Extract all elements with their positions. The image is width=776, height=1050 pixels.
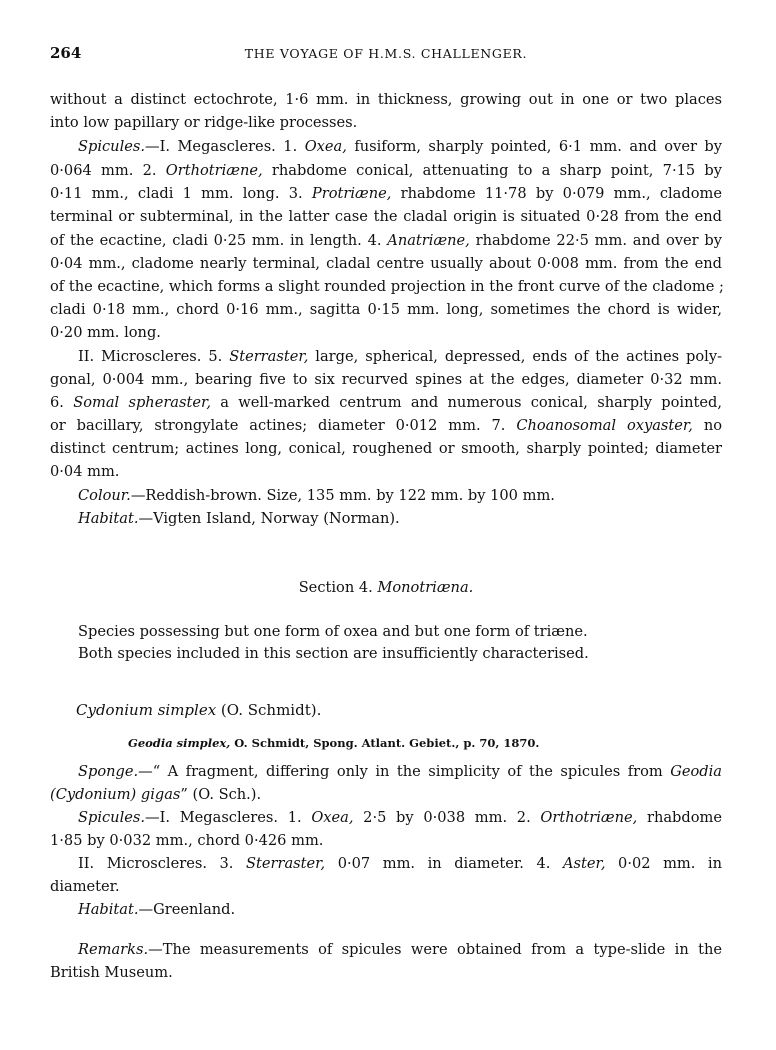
spicules-line-5: of the ecactine, cladi 0·25 mm. in length. 4. Anatriæne, rhabdome 22·5 mm. and over by xyxy=(50,232,722,249)
microscleres-line-1: II. Microscleres. 5. Sterraster, large, spherical, depressed, ends of the actines poly- xyxy=(78,348,722,365)
remarks-line-1: Remarks.—The measurements of spicules were obtained from a type-slide in the xyxy=(78,941,722,958)
sponge-line-1: Sponge.—“ A fragment, differing only in the simplicity of the spicules from Geodia xyxy=(78,763,722,780)
microscleres-line-3: 6. Somal spheraster, a well-marked centrum and numerous conical, sharply pointed, xyxy=(50,394,722,411)
microscleres2-line-2: diameter. xyxy=(50,878,120,895)
section-description-2: Both species included in this section are insufficiently characterised. xyxy=(78,645,589,662)
spicules-line-2: 0·064 mm. 2. Orthotriæne, rhabdome conical, attenuating to a sharp point, 7·15 by xyxy=(50,162,722,179)
page-header xyxy=(50,44,722,70)
habitat-line-2: Habitat.—Greenland. xyxy=(78,901,236,918)
remarks-line-2: British Museum. xyxy=(50,964,173,981)
habitat-line-1: Habitat.—Vigten Island, Norway (Norman). xyxy=(78,510,400,527)
section-heading: Section 4. Monotriæna. xyxy=(298,579,474,596)
section-description-1: Species possessing but one form of oxea and but one form of triæne. xyxy=(78,623,588,640)
spicules-line-1: Spicules.—I. Megascleres. 1. Oxea, fusiform, sharply pointed, 6·1 mm. and over by xyxy=(78,138,722,155)
spicules-line-9: 0·20 mm. long. xyxy=(50,324,161,341)
spicules-line-8: cladi 0·18 mm., chord 0·16 mm., sagitta 0·15 mm. long, sometimes the chord is wider, xyxy=(50,301,722,318)
continuation-line-2: into low papillary or ridge-like processes. xyxy=(50,114,358,131)
microscleres-line-4: or bacillary, strongylate actines; diameter 0·012 mm. 7. Choanosomal oxyaster, no xyxy=(50,417,723,434)
running-title: THE VOYAGE OF H.M.S. CHALLENGER. xyxy=(244,46,528,61)
page-number: 264 xyxy=(50,44,82,62)
microscleres-line-5: distinct centrum; actines long, conical, roughened or smooth, sharply pointed; diameter xyxy=(50,440,722,457)
spicules2-line-1: Spicules.—I. Megascleres. 1. Oxea, 2·5 by 0·038 mm. 2. Orthotriæne, rhabdome xyxy=(78,809,722,826)
spicules-line-3: 0·11 mm., cladi 1 mm. long. 3. Protriæne, rhabdome 11·78 by 0·079 mm., cladome xyxy=(50,185,722,202)
colour-line: Colour.—Reddish-brown. Size, 135 mm. by 122 mm. by 100 mm. xyxy=(78,487,555,504)
continuation-line-1: without a distinct ectochrote, 1·6 mm. in thickness, growing out in one or two places xyxy=(50,91,722,108)
spicules-line-7: of the ecactine, which forms a slight rounded projection in the front curve of the cladome ; xyxy=(50,278,724,295)
spicules-line-4: terminal or subterminal, in the latter case the cladal origin is situated 0·28 from the end xyxy=(50,208,722,225)
species-heading: Cydonium simplex (O. Schmidt). xyxy=(76,701,322,719)
microscleres-line-2: gonal, 0·004 mm., bearing five to six recurved spines at the edges, diameter 0·32 mm. xyxy=(50,371,722,388)
microscleres-line-6: 0·04 mm. xyxy=(50,463,120,480)
spicules2-line-2: 1·85 by 0·032 mm., chord 0·426 mm. xyxy=(50,832,324,849)
spicules-line-6: 0·04 mm., cladome nearly terminal, cladal centre usually about 0·008 mm. from the end xyxy=(50,255,722,272)
synonym-citation: Geodia simplex, O. Schmidt, Spong. Atlant. Gebiet., p. 70, 1870. xyxy=(128,736,540,750)
sponge-line-2: (Cydonium) gigas” (O. Sch.). xyxy=(50,786,262,803)
microscleres2-line-1: II. Microscleres. 3. Sterraster, 0·07 mm. in diameter. 4. Aster, 0·02 mm. in xyxy=(78,855,722,872)
spicules-label: Spicules. xyxy=(78,138,146,155)
